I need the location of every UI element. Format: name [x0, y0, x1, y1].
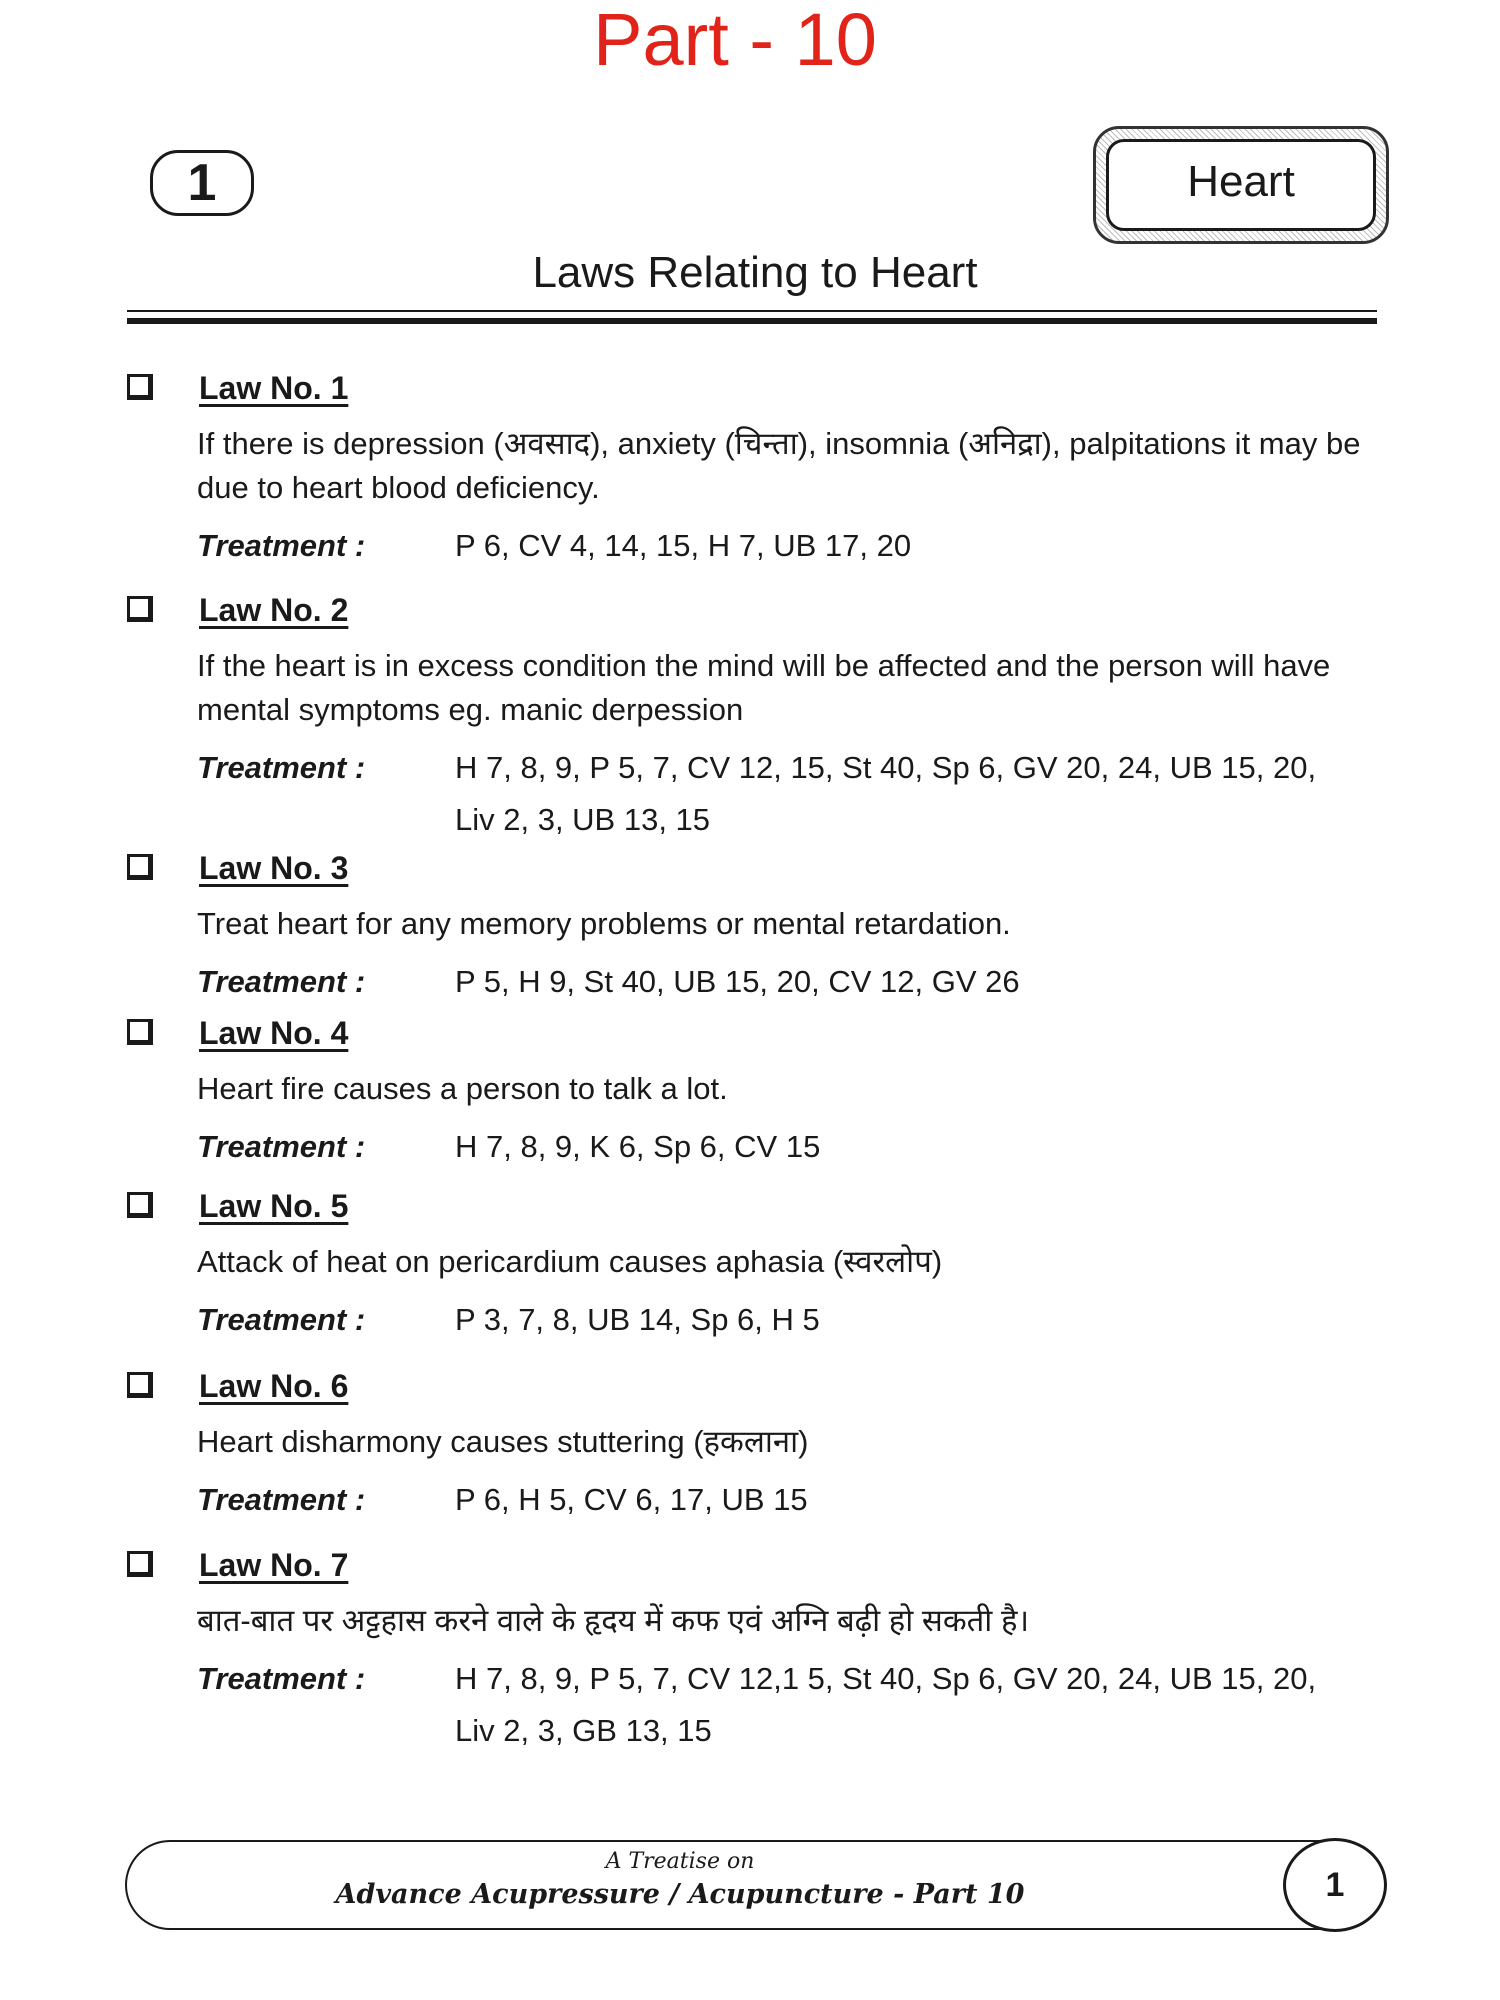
treatment-label: Treatment :	[197, 750, 366, 785]
treatment-label: Treatment :	[197, 1482, 366, 1517]
treatment-label: Treatment :	[197, 1661, 366, 1696]
treatment-points: P 3, 7, 8, UB 14, Sp 6, H 5	[455, 1302, 820, 1337]
treatment-points: P 6, H 5, CV 6, 17, UB 15	[455, 1482, 808, 1517]
chapter-title: Laws Relating to Heart	[532, 248, 978, 297]
law-text: Attack of heat on pericardium causes aphasia (स्वरलोप)	[197, 1244, 943, 1279]
law-section	[127, 848, 1387, 1008]
law-text: If there is depression (अवसाद), anxiety (चिन्ता), insomnia (अनिद्रा), palpitations it may be due to heart blood deficiency.	[197, 426, 1361, 505]
footer-book-title: Advance Acupressure / Acupuncture - Part 10	[335, 1879, 1025, 1910]
law-title: Law No. 4	[199, 1015, 349, 1051]
topic-label: Heart	[1106, 139, 1376, 231]
checkbox-icon	[127, 1019, 153, 1045]
treatment-points: H 7, 8, 9, P 5, 7, CV 12, 15, St 40, Sp 6, GV 20, 24, UB 15, 20, Liv 2, 3, UB 13, 15	[455, 750, 1317, 837]
treatment-row	[197, 1121, 1387, 1173]
title-rule-thin	[127, 310, 1377, 312]
law-title: Law No. 5	[199, 1188, 349, 1224]
law-text: Heart fire causes a person to talk a lot.	[197, 1071, 728, 1106]
topic-box	[1093, 126, 1389, 244]
chapter-number-badge: 1	[150, 150, 254, 216]
law-title: Law No. 7	[199, 1547, 349, 1583]
law-title: Law No. 1	[199, 370, 349, 406]
checkbox-icon	[127, 374, 153, 400]
law-title: Law No. 3	[199, 850, 349, 886]
title-rule-thick	[127, 318, 1377, 324]
law-section	[127, 1186, 1387, 1346]
treatment-points: H 7, 8, 9, P 5, 7, CV 12,1 5, St 40, Sp 6, GV 20, 24, UB 15, 20, Liv 2, 3, GB 13, 15	[455, 1661, 1317, 1748]
checkbox-icon	[127, 1192, 153, 1218]
treatment-label: Treatment :	[197, 1129, 366, 1164]
treatment-label: Treatment :	[197, 1302, 366, 1337]
law-section	[127, 368, 1387, 572]
treatment-row	[197, 1653, 1387, 1757]
checkbox-icon	[127, 1551, 153, 1577]
footer-text	[0, 1847, 1360, 1913]
law-text: Heart disharmony causes stuttering (हकलाना)	[197, 1424, 809, 1459]
law-section	[127, 1366, 1387, 1526]
treatment-points: P 5, H 9, St 40, UB 15, 20, CV 12, GV 26	[455, 964, 1020, 999]
law-section	[127, 1013, 1387, 1173]
law-text: If the heart is in excess condition the mind will be affected and the person will have mental symptoms eg. manic derpession	[197, 648, 1331, 727]
treatment-row	[197, 520, 1387, 572]
checkbox-icon	[127, 1372, 153, 1398]
law-title: Law No. 2	[199, 592, 349, 628]
treatment-row	[197, 1474, 1387, 1526]
law-title: Law No. 6	[199, 1368, 349, 1404]
treatment-row	[197, 742, 1387, 846]
law-text: बात-बात पर अट्टहास करने वाले के हृदय में कफ एवं अग्नि बढ़ी हो सकती है।	[197, 1603, 1030, 1638]
treatment-points: H 7, 8, 9, K 6, Sp 6, CV 15	[455, 1129, 821, 1164]
treatment-points: P 6, CV 4, 14, 15, H 7, UB 17, 20	[455, 528, 912, 563]
law-text: Treat heart for any memory problems or mental retardation.	[197, 906, 1011, 941]
treatment-label: Treatment :	[197, 964, 366, 999]
treatment-label: Treatment :	[197, 528, 366, 563]
treatment-row	[197, 1294, 1387, 1346]
law-section	[127, 590, 1387, 846]
treatment-row	[197, 956, 1387, 1008]
checkbox-icon	[127, 854, 153, 880]
page-number: 1	[1283, 1838, 1387, 1932]
footer-subtitle: A Treatise on	[605, 1849, 755, 1874]
law-section	[127, 1545, 1387, 1757]
checkbox-icon	[127, 596, 153, 622]
part-title: Part - 10	[593, 0, 877, 81]
